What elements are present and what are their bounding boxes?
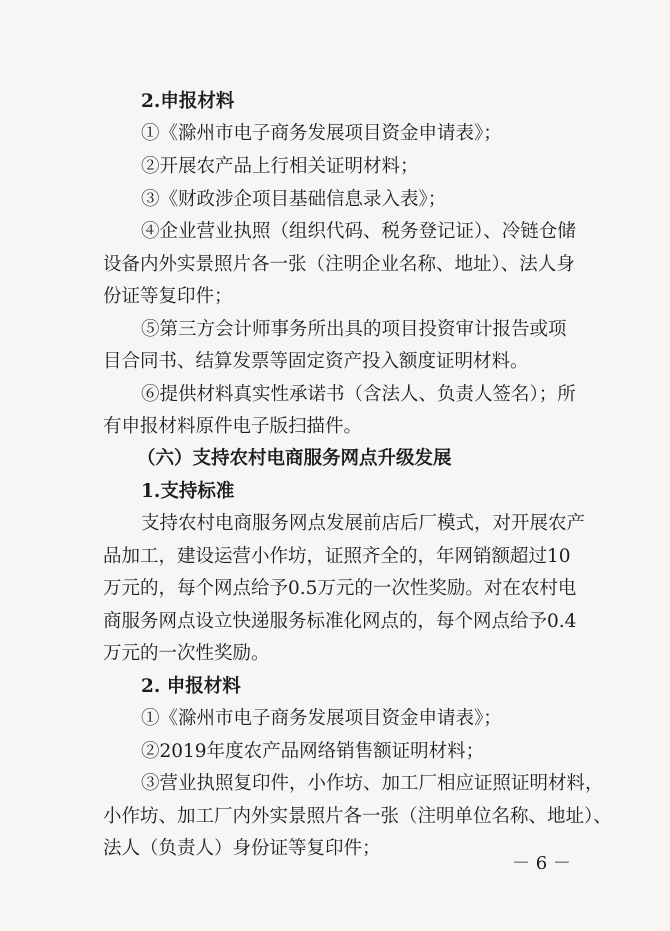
section-heading: （六）支持农村电商服务网点升级发展 — [137, 448, 452, 469]
list-item-continuation: 设备内外实景照片各一张（注明企业名称、地址）、法人身 — [103, 254, 575, 275]
list-item-continuation: 有申报材料原件电子版扫描件。 — [103, 416, 363, 437]
list-item-continuation: 份证等复印件； — [103, 286, 233, 307]
paragraph-line: 万元的，每个网点给予0.5万元的一次性奖励。对在农村电 — [103, 578, 577, 599]
list-item: ⑤第三方会计师事务所出具的项目投资审计报告或项 — [141, 319, 567, 340]
list-item: ①《滁州市电子商务发展项目资金申请表》； — [141, 708, 502, 729]
list-item-continuation: 法人（负责人）身份证等复印件； — [103, 838, 381, 859]
list-item-continuation: 目合同书、结算发票等固定资产投入额度证明材料。 — [103, 351, 529, 372]
list-item: ③《财政涉企项目基础信息录入表》； — [141, 189, 447, 210]
page-number: － 6 － — [512, 853, 571, 874]
subheading-support-standard: 1.支持标准 — [141, 481, 235, 502]
paragraph-line: 万元的一次性奖励。 — [103, 643, 270, 664]
paragraph-line: 支持农村电商服务网点发展前店后厂模式，对开展农产 — [141, 513, 586, 534]
paragraph-line: 商服务网点设立快递服务标准化网点的，每个网点给予0.4 — [103, 611, 577, 632]
list-item: ③营业执照复印件，小作坊、加工厂相应证照证明材料， — [141, 773, 604, 794]
list-item-continuation: 小作坊、加工厂内外实景照片各一张（注明单位名称、地址）、 — [103, 806, 612, 827]
list-item: ②开展农产品上行相关证明材料； — [141, 156, 419, 177]
list-item: ①《滁州市电子商务发展项目资金申请表》； — [141, 123, 502, 144]
paragraph-line: 品加工，建设运营小作坊，证照齐全的，年网销额超过10 — [103, 546, 571, 567]
subheading-application-materials: 2.申报材料 — [141, 91, 235, 112]
list-item: ②2019年度农产品网络销售额证明材料； — [141, 741, 485, 762]
subheading-application-materials-2: 2. 申报材料 — [141, 676, 241, 697]
list-item: ⑥提供材料真实性承诺书（含法人、负责人签名）；所 — [141, 384, 576, 405]
list-item: ④企业营业执照（组织代码、税务登记证）、冷链仓储 — [141, 221, 576, 242]
